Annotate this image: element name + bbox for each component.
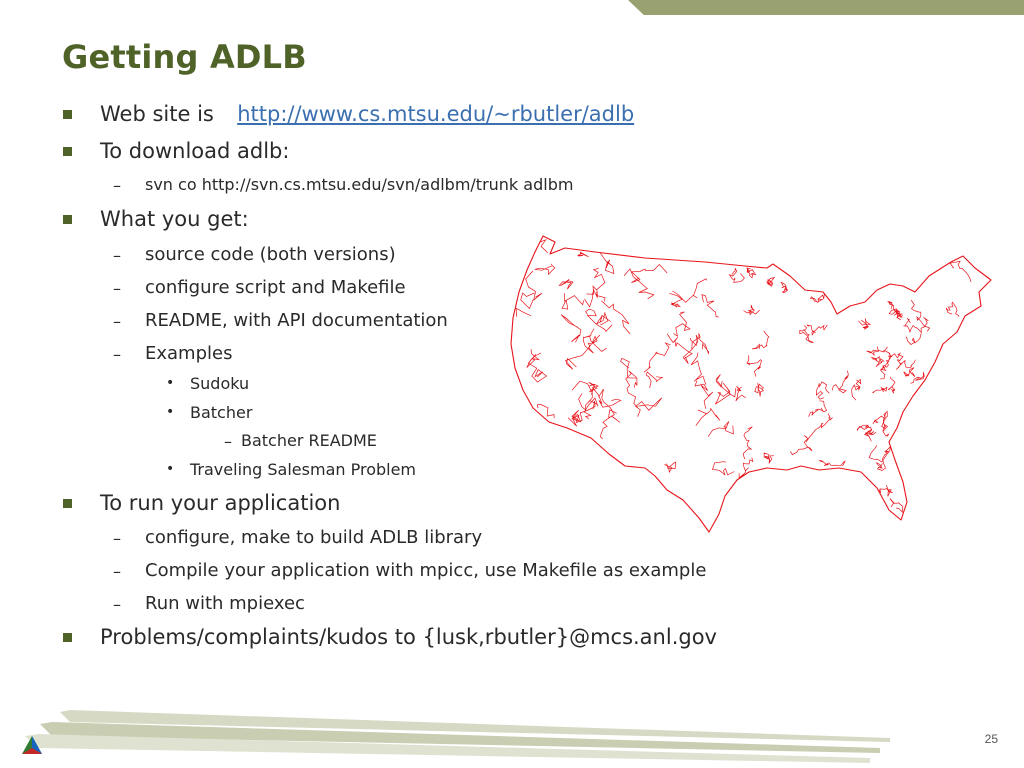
- route-segment: [811, 294, 825, 302]
- dash-marker: –: [113, 176, 121, 195]
- bullet-website: [100, 102, 634, 126]
- route-segment: [537, 405, 554, 419]
- dash-marker: –: [113, 529, 121, 548]
- route-segment: [572, 401, 595, 423]
- route-segment: [911, 300, 928, 326]
- get-item: configure script and Makefile: [145, 277, 406, 298]
- us-tsp-route-map: [505, 232, 995, 544]
- route-segment: [672, 279, 706, 303]
- get-item: source code (both versions): [145, 244, 396, 265]
- route-segment: [578, 252, 589, 257]
- route-segment: [541, 240, 548, 253]
- route-segment: [888, 377, 895, 394]
- dash-marker: –: [113, 312, 121, 331]
- route-segment: [819, 461, 845, 466]
- route-segment: [562, 293, 584, 309]
- bullet-square: [63, 215, 72, 224]
- run-item: configure, make to build ADLB library: [145, 527, 483, 548]
- route-segment: [568, 410, 581, 426]
- route-segment: [752, 331, 769, 349]
- route-segment: [691, 353, 706, 385]
- page-number: 25: [984, 732, 998, 746]
- bullet-problems: Problems/complaints/kudos to {lusk,rbutler}@mcs.anl.gov: [100, 625, 717, 649]
- dot-marker: •: [166, 375, 175, 391]
- route-segment: [624, 269, 653, 299]
- route-segment: [867, 346, 888, 355]
- route-segment: [636, 398, 662, 417]
- dash-marker: –: [113, 279, 121, 298]
- example-item: Sudoku: [190, 374, 250, 393]
- dot-marker: •: [166, 461, 175, 477]
- route-segment: [566, 343, 592, 369]
- route-segment: [807, 325, 827, 335]
- tsp-route-segments: [516, 240, 971, 512]
- route-segment: [886, 351, 903, 361]
- route-segment: [858, 318, 870, 329]
- route-segment: [702, 295, 719, 318]
- route-segment: [713, 462, 735, 475]
- batcher-readme: Batcher README: [241, 431, 377, 450]
- route-segment: [669, 293, 682, 307]
- route-segment: [561, 315, 581, 343]
- route-segment: [890, 499, 903, 513]
- dash-marker: –: [224, 432, 232, 451]
- route-segment: [871, 357, 883, 367]
- bullet-square: [63, 110, 72, 119]
- route-segment: [816, 382, 829, 399]
- route-segment: [743, 427, 752, 459]
- route-segment: [781, 282, 787, 292]
- route-segment: [600, 253, 614, 274]
- example-item: Batcher: [190, 403, 253, 422]
- route-segment: [600, 416, 620, 439]
- run-item: Compile your application with mpicc, use Makefile as example: [145, 560, 707, 581]
- route-segment: [667, 334, 692, 359]
- route-segment: [869, 445, 890, 462]
- route-segment: [572, 381, 592, 410]
- dash-marker: –: [113, 595, 121, 614]
- route-segment: [873, 387, 888, 393]
- route-segment: [516, 308, 531, 317]
- route-segment: [596, 313, 610, 325]
- bullet-square: [63, 499, 72, 508]
- example-item: Traveling Salesman Problem: [190, 460, 417, 479]
- route-segment: [852, 379, 861, 400]
- run-item: Run with mpiexec: [145, 593, 305, 614]
- dash-marker: –: [113, 562, 121, 581]
- route-segment: [755, 383, 764, 397]
- route-segment: [806, 414, 833, 443]
- route-segment: [673, 312, 690, 336]
- slide-title: Getting ADLB: [62, 38, 307, 76]
- dash-marker: –: [113, 246, 121, 265]
- route-segment: [715, 383, 730, 404]
- route-segment: [535, 264, 555, 275]
- route-segment: [736, 386, 746, 401]
- bullet-square: [63, 633, 72, 642]
- route-segment: [946, 302, 959, 317]
- route-segment: [764, 453, 774, 463]
- us-map-outline: [511, 236, 991, 532]
- route-segment: [601, 301, 630, 334]
- dot-marker: •: [166, 404, 175, 420]
- route-segment: [696, 409, 720, 426]
- route-segment: [882, 422, 889, 436]
- route-segment: [695, 381, 713, 409]
- website-link[interactable]: http://www.cs.mtsu.edu/~rbutler/adlb: [237, 102, 635, 126]
- route-segment: [708, 421, 733, 436]
- route-segment: [889, 309, 902, 320]
- route-segment: [646, 372, 663, 388]
- get-item: Examples: [145, 343, 233, 364]
- route-segment: [904, 318, 922, 332]
- route-segment: [621, 358, 637, 387]
- route-segment: [644, 343, 671, 372]
- route-segment: [527, 349, 541, 368]
- bullet-square: [63, 147, 72, 156]
- route-segment: [809, 401, 827, 417]
- route-segment: [865, 429, 874, 441]
- download-command: svn co http://svn.cs.mtsu.edu/svn/adlbm/trunk adlbm: [145, 175, 574, 194]
- route-segment: [744, 305, 760, 315]
- route-segment: [910, 372, 924, 383]
- route-segment: [873, 411, 887, 423]
- get-item: README, with API documentation: [145, 310, 448, 331]
- route-segment: [747, 268, 756, 278]
- route-segment: [729, 268, 744, 282]
- bullet-run-app: To run your application: [100, 491, 341, 515]
- route-segment: [950, 261, 971, 282]
- header-accent-bar: [628, 0, 1024, 15]
- route-segment: [880, 361, 889, 379]
- route-segment: [521, 293, 535, 309]
- route-segment: [879, 485, 892, 496]
- footer-decoration: [0, 700, 1024, 768]
- route-segment: [559, 279, 573, 289]
- route-segment: [665, 462, 676, 472]
- route-segment: [585, 290, 606, 307]
- route-segment: [587, 268, 605, 294]
- route-segment: [832, 371, 848, 393]
- dash-marker: –: [113, 345, 121, 364]
- bullet-download: To download adlb:: [100, 139, 290, 163]
- website-label: Web site is: [100, 102, 214, 126]
- route-segment: [904, 368, 915, 377]
- route-segment: [766, 278, 774, 287]
- bullet-what-you-get: What you get:: [100, 207, 249, 231]
- route-segment: [747, 355, 762, 376]
